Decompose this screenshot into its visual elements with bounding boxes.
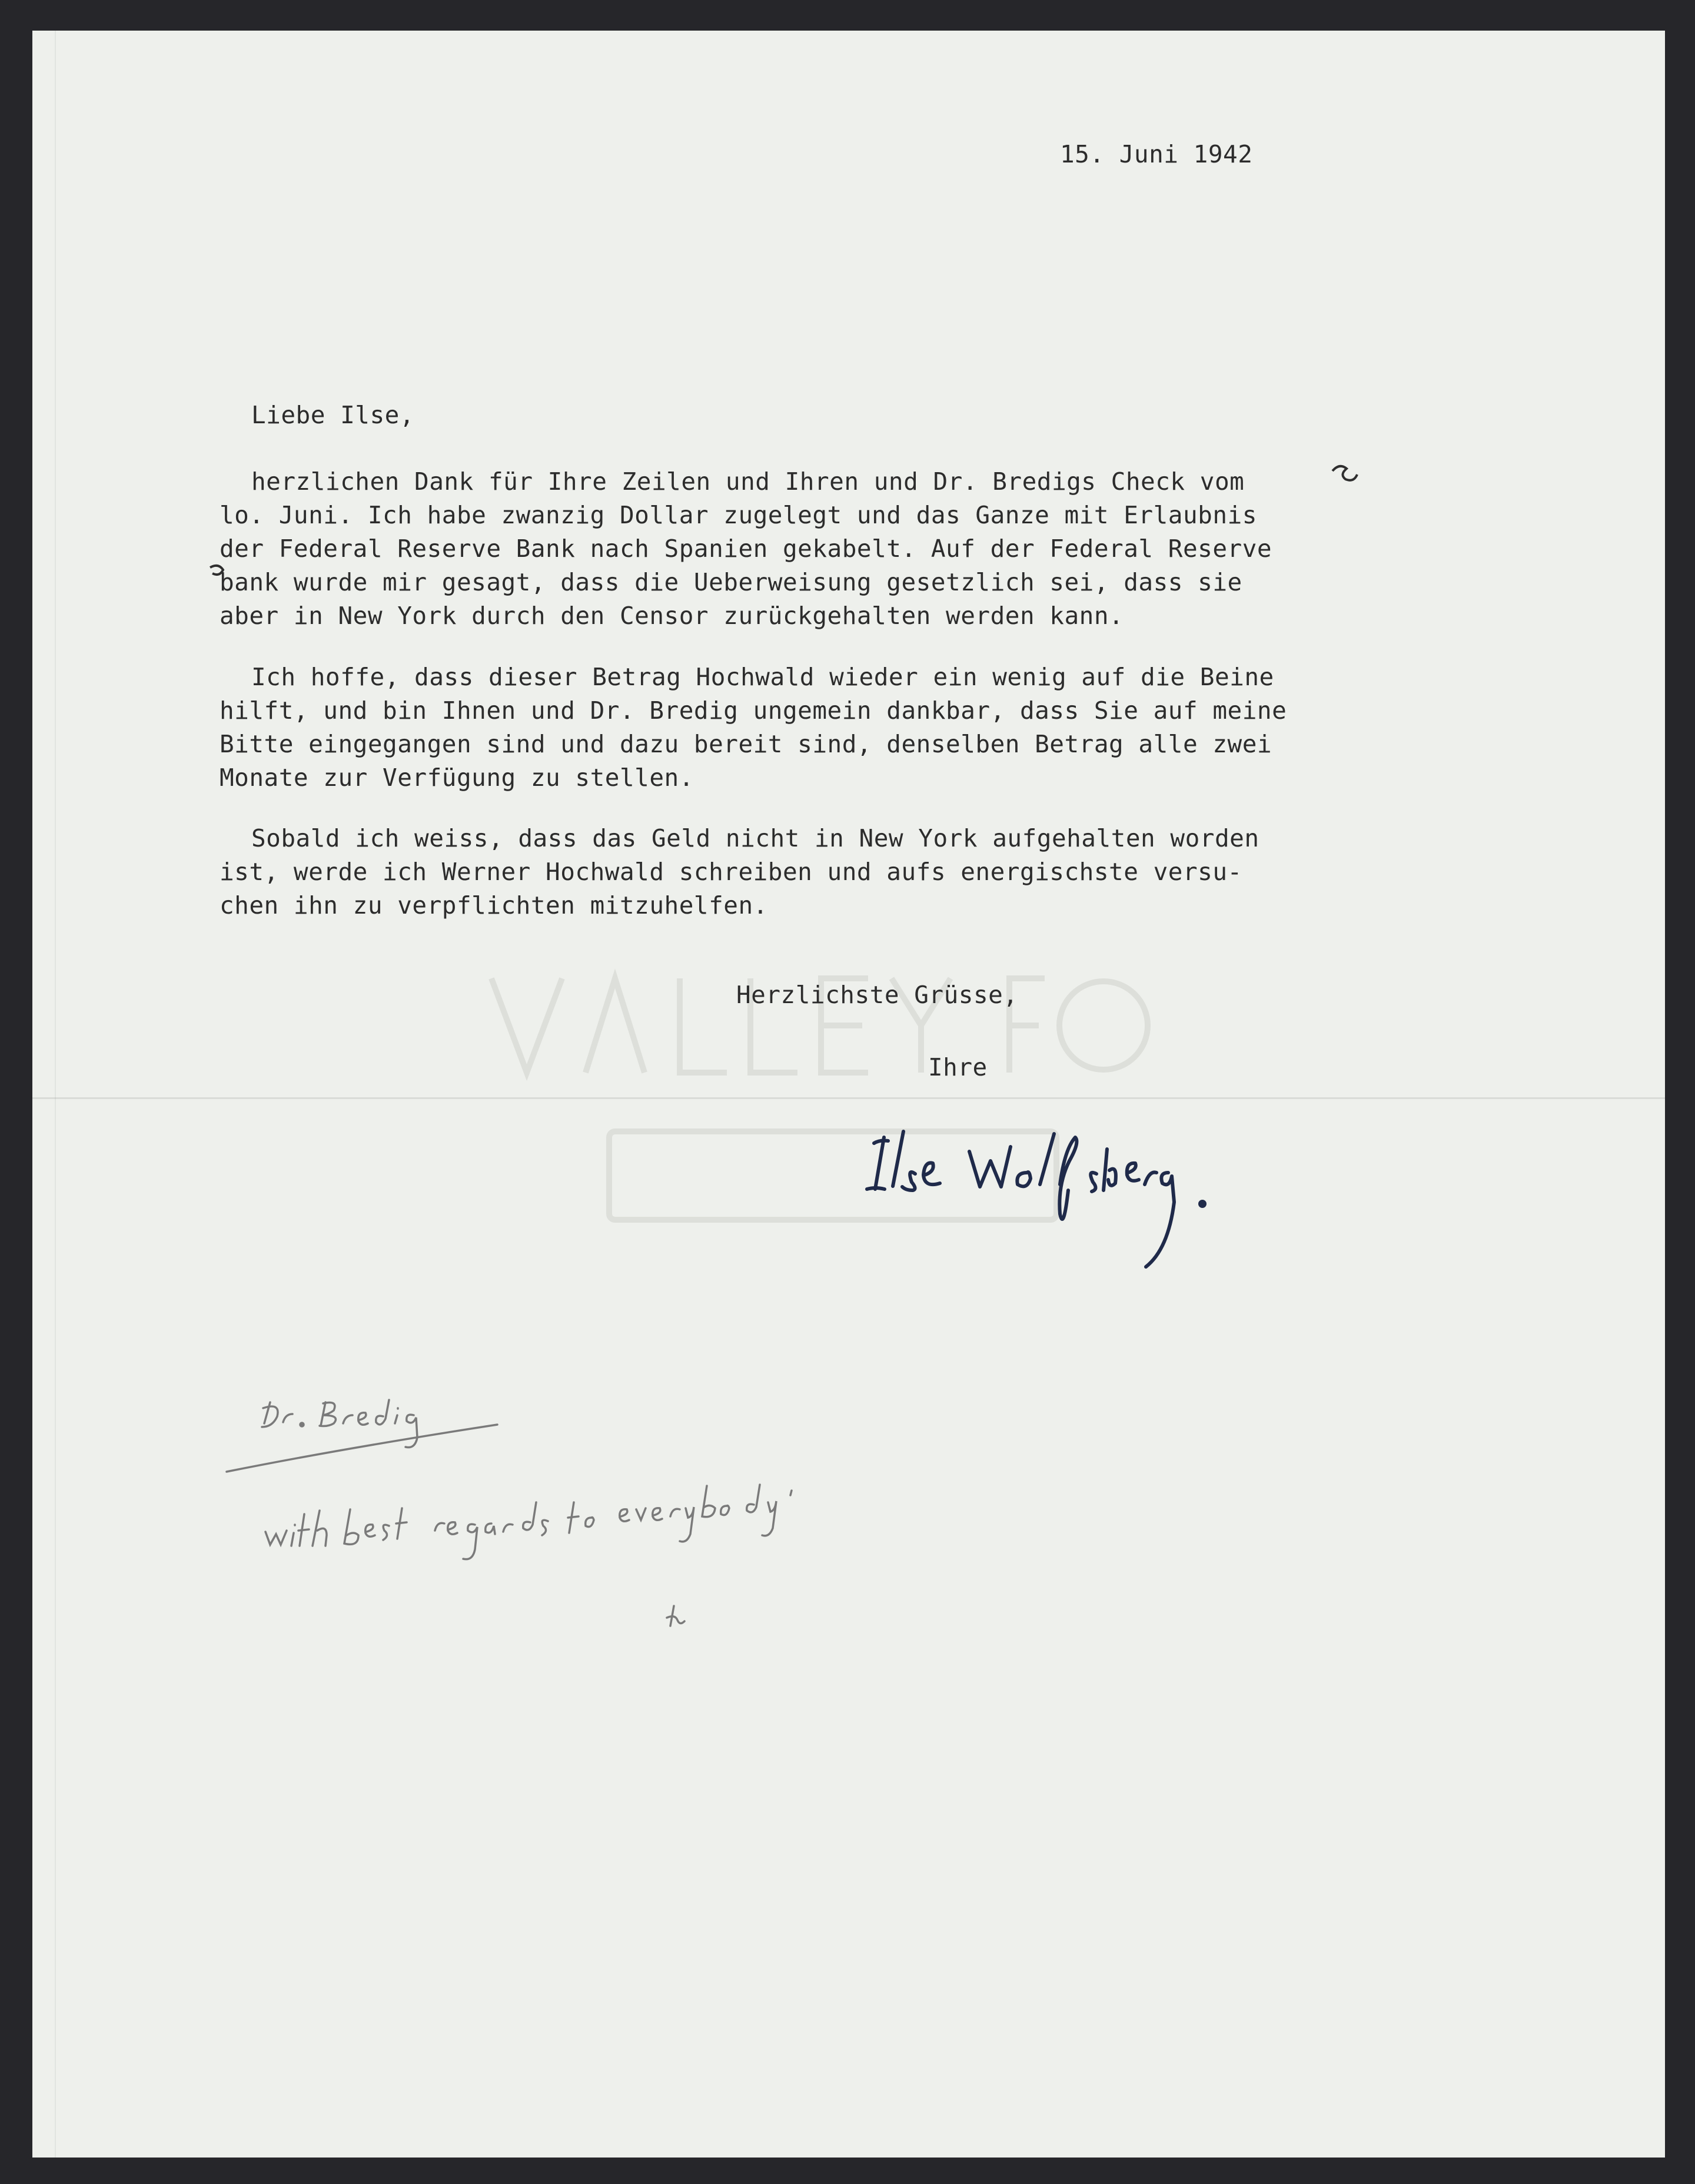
- letter-page: [32, 31, 1665, 2158]
- paragraph-line: bank wurde mir gesagt, dass die Ueberweisung gesetzlich sei, dass sie: [220, 568, 1242, 596]
- closing: Herzlichste Grüsse,: [736, 981, 1018, 1009]
- paragraph-line: lo. Juni. Ich habe zwanzig Dollar zugelegt und das Ganze mit Erlaubnis: [220, 501, 1257, 529]
- salutation: Liebe Ilse,: [251, 401, 415, 429]
- paragraph-line: herzlichen Dank für Ihre Zeilen und Ihren und Dr. Bredigs Check vom: [251, 467, 1245, 496]
- pencil-note: [227, 1400, 497, 1472]
- paragraph-line: Ich hoffe, dass dieser Betrag Hochwald wieder ein wenig auf die Beine: [251, 663, 1274, 691]
- letterhead-watermark: [456, 955, 1221, 1402]
- pencil-initial: [667, 1606, 684, 1626]
- paragraph-line: chen ihn zu verpflichten mitzuhelfen.: [220, 891, 768, 920]
- paragraph-line: Sobald ich weiss, dass das Geld nicht in New York aufgehalten worden: [251, 824, 1259, 852]
- paragraph-line: hilft, und bin Ihnen und Dr. Bredig ungemein dankbar, dass Sie auf meine: [220, 696, 1287, 725]
- paragraph-line: aber in New York durch den Censor zurückgehalten werden kann.: [220, 602, 1124, 630]
- paper-edge: [55, 31, 56, 2158]
- paragraph-line: ist, werde ich Werner Hochwald schreiben und aufs energischste versu-: [220, 858, 1242, 886]
- paragraph-line: Bitte eingegangen sind und dazu bereit sind, denselben Betrag alle zwei: [220, 730, 1272, 758]
- letter-date: 15. Juni 1942: [1060, 140, 1253, 168]
- closing-ihre: Ihre: [928, 1053, 988, 1081]
- paragraph-line: Monate zur Verfügung zu stellen.: [220, 764, 694, 792]
- pencil-note-regards: [265, 1485, 792, 1559]
- paragraph-line: der Federal Reserve Bank nach Spanien gekabelt. Auf der Federal Reserve: [220, 535, 1272, 563]
